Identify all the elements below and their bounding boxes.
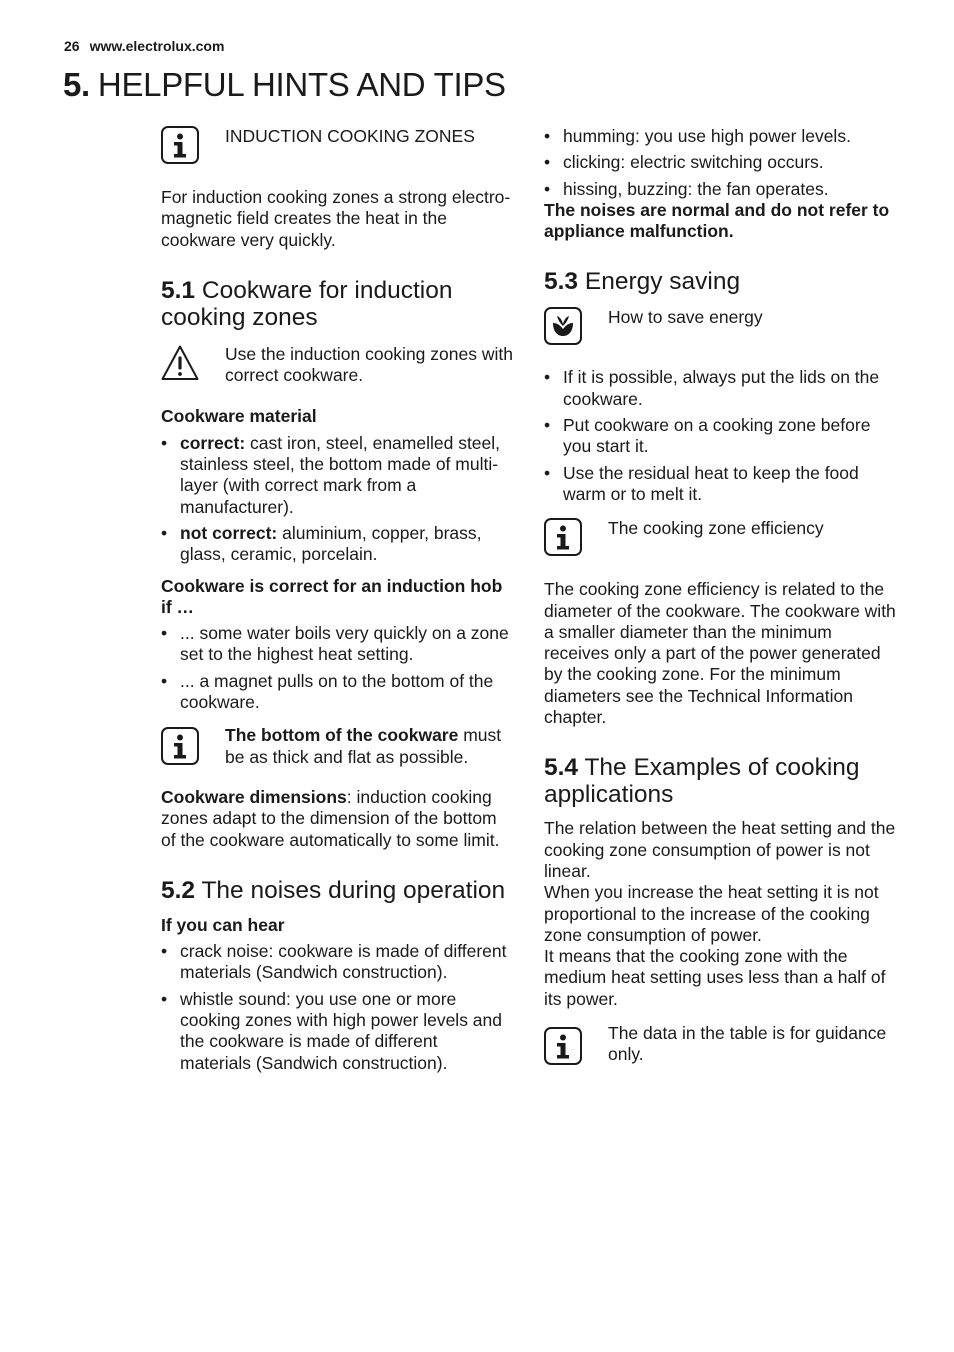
examples-paragraph-2: When you increase the heat setting it is not proportional to the increase of the cooking zone consumption of power. xyxy=(544,882,879,945)
examples-paragraph-1: The relation between the heat setting and the cooking zone consumption of power is not linear. xyxy=(544,818,896,881)
note-bold: The bottom of the cookware xyxy=(225,725,459,746)
cookware-dimensions xyxy=(161,787,513,851)
noises-list-right xyxy=(544,126,896,200)
info-note-bottom xyxy=(161,725,513,768)
noises-normal-note: The noises are normal and do not refer to appliance malfunction. xyxy=(544,199,890,242)
warning-text: Use the induction cooking zones with correct cookware. xyxy=(225,343,513,386)
list-item: • Use the residual heat to keep the food warm or to melt it. xyxy=(544,463,896,506)
info-note-efficiency xyxy=(544,518,896,560)
info-icon xyxy=(544,1027,582,1065)
if-you-can-hear-heading: If you can hear xyxy=(161,914,285,935)
induction-intro: For induction cooking zones a strong electro-magnetic field creates the heat in the cookware very quickly. xyxy=(161,187,511,250)
section-number: 5.1 xyxy=(161,276,196,304)
energy-tips-list xyxy=(544,367,896,505)
eco-leaf-icon xyxy=(544,307,582,345)
section-number: 5.3 xyxy=(544,268,579,296)
list-item: • humming: you use high power levels. xyxy=(544,126,896,147)
chapter-title-text: HELPFUL HINTS AND TIPS xyxy=(97,66,506,103)
item-text: aluminium, copper, brass, glass, ceramic, porcelain. xyxy=(180,522,482,565)
chapter-title xyxy=(63,66,506,104)
item-label: correct: xyxy=(180,432,246,453)
note-text: must be as thick and flat as possible. xyxy=(225,725,502,767)
section-number: 5.2 xyxy=(161,876,196,904)
list-item: • hissing, buzzing: the fan operates. xyxy=(544,179,896,200)
item-label: not correct: xyxy=(180,522,278,543)
eco-note-text: How to save energy xyxy=(608,307,763,328)
page-header xyxy=(64,38,224,54)
list-item: • ... some water boils very quickly on a zone set to the highest heat setting. xyxy=(161,623,513,666)
section-title: The Examples of cooking applications xyxy=(544,754,860,809)
info-note-text xyxy=(225,725,513,768)
info-note-text: The cooking zone efficiency xyxy=(608,518,824,539)
dimensions-label: Cookware dimensions xyxy=(161,786,347,807)
info-note-table xyxy=(544,1023,896,1066)
list-item: • whistle sound: you use one or more cooking zones with high power levels and the cookware is made of different materials (Sandwich construction). xyxy=(161,989,513,1074)
list-item: • crack noise: cookware is made of different materials (Sandwich construction). xyxy=(161,941,513,984)
info-note-induction xyxy=(161,126,513,168)
material-list xyxy=(161,433,513,566)
warning-triangle-icon xyxy=(161,344,199,382)
section-5-3-heading xyxy=(544,268,896,295)
right-column xyxy=(544,126,896,1066)
section-5-1-heading xyxy=(161,277,513,331)
section-5-2-heading xyxy=(161,877,513,904)
list-item: • If it is possible, always put the lids on the cookware. xyxy=(544,367,896,410)
correct-if-list xyxy=(161,623,513,713)
list-item xyxy=(161,523,513,566)
section-5-4-heading xyxy=(544,754,896,808)
website-url: www.electrolux.com xyxy=(89,38,225,54)
info-icon xyxy=(161,126,199,164)
efficiency-text: The cooking zone efficiency is related to the diameter of the cookware. The cookware with a smaller diameter than the minimum receives only a part of the power generated by the cooking zone. For the minimum diameters see the Technical Information chapter. xyxy=(544,579,896,728)
list-item: • ... a magnet pulls on to the bottom of the cookware. xyxy=(161,671,513,714)
info-icon xyxy=(544,518,582,556)
dimensions-text: : induction cooking zones adapt to the dimension of the bottom of the cookware automatically to some limit. xyxy=(161,786,500,850)
chapter-number: 5. xyxy=(63,66,90,103)
section-title: Energy saving xyxy=(584,268,741,296)
eco-note xyxy=(544,307,896,349)
page-number: 26 xyxy=(64,38,80,54)
list-item: • Put cookware on a cooking zone before you start it. xyxy=(544,415,896,458)
section-number: 5.4 xyxy=(544,754,579,782)
info-note-text: The data in the table is for guidance only. xyxy=(608,1023,887,1065)
warning-note xyxy=(161,344,513,387)
noises-list-left xyxy=(161,941,513,1074)
section-title: Cookware for induction cooking zones xyxy=(161,276,453,331)
left-column xyxy=(161,126,513,1074)
correct-cookware-heading: Cookware is correct for an induction hob if … xyxy=(161,575,503,617)
list-item: • clicking: electric switching occurs. xyxy=(544,152,896,173)
info-note-text: INDUCTION COOKING ZONES xyxy=(225,126,475,146)
section-title: The noises during operation xyxy=(201,876,506,904)
cookware-material-heading: Cookware material xyxy=(161,406,317,427)
item-text: cast iron, steel, enamelled steel, stainless steel, the bottom made of multi-layer (with correct mark from a manufacturer). xyxy=(180,432,501,517)
examples-paragraph-3: It means that the cooking zone with the medium heat setting uses less than a half of its power. xyxy=(544,946,886,1009)
list-item xyxy=(161,433,513,518)
info-icon xyxy=(161,727,199,765)
